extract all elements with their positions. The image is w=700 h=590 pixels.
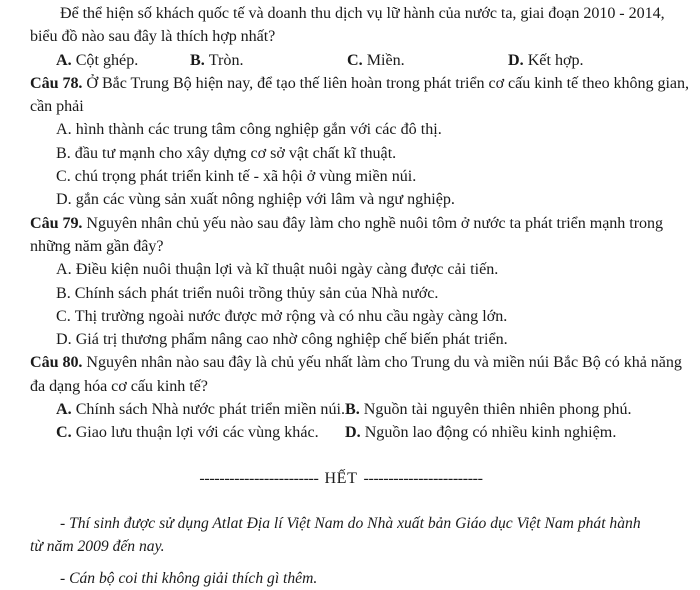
- option-78-a-mark: A.: [56, 121, 72, 139]
- question-80-stem-text-1: Nguyên nhân nào sau đây là chủ yếu nhất làm cho Trung du và miền núi Bắc Bộ có khả năng: [86, 354, 682, 372]
- question-79-number: Câu 79.: [30, 214, 83, 232]
- option-78-d-mark: D.: [56, 191, 72, 209]
- option-78-b-text: đầu tư mạnh cho xây dựng cơ sở vật chất kĩ thuật.: [74, 144, 397, 162]
- end-separator-dashes-right: ------------------------: [363, 469, 483, 487]
- option-79-d-text: Giá trị thương phẩm nâng cao nhờ công nghiệp chế biến phát triển.: [75, 331, 508, 349]
- option-80-d[interactable]: [345, 421, 616, 444]
- option-80-d-text: Nguồn lao động có nhiều kinh nghiệm.: [364, 424, 617, 442]
- question-block-78: [14, 72, 689, 212]
- option-79-c-mark: C.: [56, 307, 71, 325]
- option-80-a-text: Chính sách Nhà nước phát triển miền núi.: [75, 401, 345, 419]
- option-79-b[interactable]: [14, 282, 686, 305]
- question-77-options-row: [14, 49, 686, 72]
- spacer-before-notes: [14, 490, 686, 512]
- option-78-c-text: chú trọng phát triển kinh tế - xã hội ở vùng miền núi.: [74, 168, 417, 186]
- note-atlat-line-1: - Thí sinh được sử dụng Atlat Địa lí Việt Nam do Nhà xuất bản Giáo dục Việt Nam phát hành: [60, 514, 641, 532]
- question-80-stem-line-1: [14, 351, 686, 374]
- option-77-c-mark: C.: [347, 51, 363, 69]
- option-80-c-text: Giao lưu thuận lợi với các vùng khác.: [75, 424, 319, 442]
- option-77-b[interactable]: [190, 49, 347, 72]
- question-78-stem-line-1: [14, 72, 689, 95]
- option-80-c[interactable]: [56, 421, 345, 444]
- question-79-stem-line-2: những năm gần đây?: [30, 237, 164, 255]
- option-79-a-mark: A.: [56, 261, 72, 279]
- spacer-before-end-separator: [14, 445, 686, 467]
- question-78-stem-line-2: cần phải: [30, 98, 84, 116]
- option-80-b[interactable]: [345, 398, 632, 421]
- option-77-c-text: Miền.: [366, 51, 405, 69]
- option-80-c-mark: C.: [56, 424, 72, 442]
- option-79-c-text: Thị trường ngoài nước được mở rộng và có nhu cầu ngày càng lớn.: [74, 307, 508, 325]
- option-80-b-mark: B.: [345, 401, 360, 419]
- option-77-c[interactable]: [347, 49, 508, 72]
- end-separator-label: HẾT: [324, 469, 358, 487]
- end-separator: [14, 467, 686, 490]
- question-79-stem-text-1: Nguyên nhân chủ yếu nào sau đây làm cho nghề nuôi tôm ở nước ta phát triển mạnh trong: [86, 214, 663, 232]
- option-78-d-text: gắn các vùng sản xuất nông nghiệp với lâm và ngư nghiệp.: [75, 191, 455, 209]
- option-79-a-text: Điều kiện nuôi thuận lợi và kĩ thuật nuôi ngày càng được cải tiến.: [75, 261, 499, 279]
- option-80-b-text: Nguồn tài nguyên thiên nhiên phong phú.: [363, 401, 632, 419]
- option-78-b-mark: B.: [56, 144, 71, 162]
- note-invigilator: - Cán bộ coi thi không giải thích gì thêm.: [60, 569, 318, 587]
- question-80-stem-line-2: đa dạng hóa cơ cấu kinh tế?: [30, 377, 208, 395]
- notes-block: [14, 512, 686, 590]
- option-80-a[interactable]: [56, 398, 345, 421]
- note-atlat-line-2: từ năm 2009 đến nay.: [30, 538, 165, 556]
- option-78-a[interactable]: [14, 118, 686, 141]
- spacer-between-notes: [14, 559, 686, 567]
- option-77-d-mark: D.: [508, 51, 524, 69]
- option-79-c[interactable]: [14, 305, 686, 328]
- option-80-d-mark: D.: [345, 424, 361, 442]
- question-block-80: [14, 351, 686, 444]
- option-79-d[interactable]: [14, 328, 686, 351]
- option-78-a-text: hình thành các trung tâm công nghiệp gắn với các đô thị.: [75, 121, 442, 139]
- option-77-a[interactable]: [56, 49, 190, 72]
- option-78-c-mark: C.: [56, 168, 71, 186]
- question-78-stem-text-1: Ở Bắc Trung Bộ hiện nay, để tạo thế liên hoàn trong phát triển cơ cấu kinh tế theo không gian,: [86, 74, 689, 92]
- option-80-a-mark: A.: [56, 401, 72, 419]
- option-77-d-text: Kết hợp.: [527, 51, 584, 69]
- option-77-a-mark: A.: [56, 51, 72, 69]
- question-80-options-row-2: [14, 421, 686, 444]
- option-79-a[interactable]: [14, 258, 686, 281]
- question-block-79: [14, 212, 686, 352]
- option-77-b-text: Tròn.: [208, 51, 244, 69]
- option-78-b[interactable]: [14, 142, 686, 165]
- question-78-number: Câu 78.: [30, 74, 83, 92]
- option-78-d[interactable]: [14, 188, 686, 211]
- option-79-b-text: Chính sách phát triển nuôi trồng thủy sản của Nhà nước.: [74, 284, 439, 302]
- option-77-d[interactable]: [508, 49, 584, 72]
- question-80-options-row-1: [14, 398, 686, 421]
- question-block-77: [14, 2, 686, 72]
- end-separator-dashes-left: ------------------------: [199, 469, 319, 487]
- option-79-b-mark: B.: [56, 284, 71, 302]
- question-77-stem-line-1: Để thể hiện số khách quốc tế và doanh thu dịch vụ lữ hành của nước ta, giai đoạn 2010 - 2014,: [60, 5, 665, 22]
- option-79-d-mark: D.: [56, 331, 72, 349]
- question-80-number: Câu 80.: [30, 354, 83, 372]
- option-77-b-mark: B.: [190, 51, 205, 69]
- option-78-c[interactable]: [14, 165, 686, 188]
- question-77-stem-line-2: biểu đồ nào sau đây là thích hợp nhất?: [30, 28, 276, 46]
- option-77-a-text: Cột ghép.: [75, 51, 139, 69]
- question-79-stem-line-1: [14, 212, 686, 235]
